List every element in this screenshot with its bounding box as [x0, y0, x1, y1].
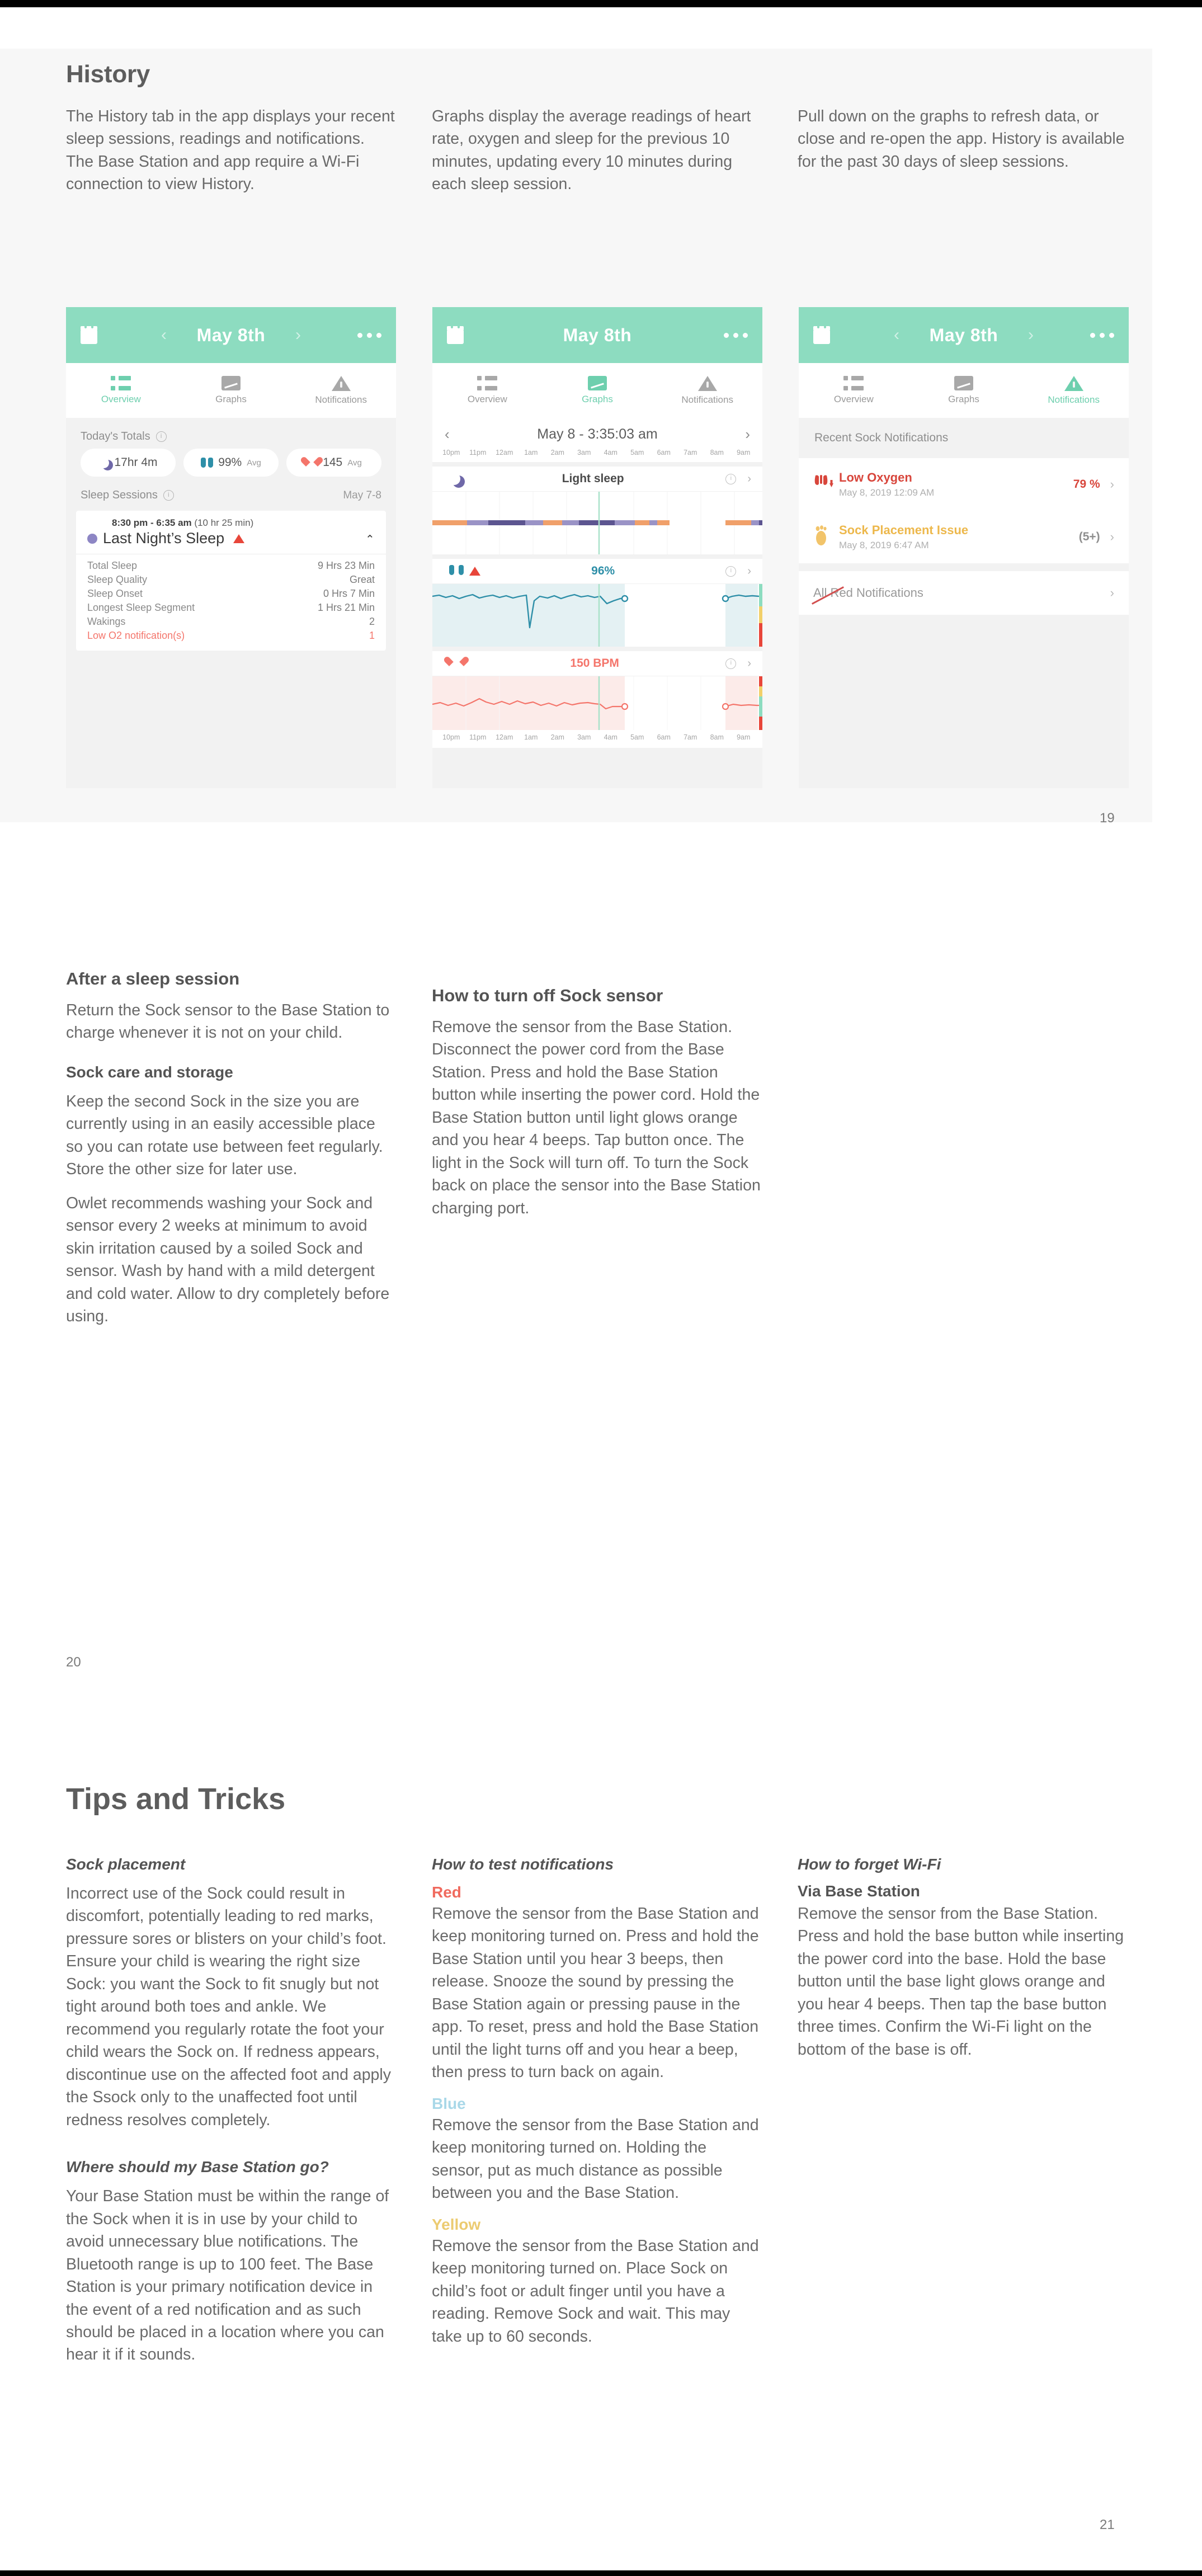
lungs-down-icon: [813, 473, 837, 493]
prev-graph-icon[interactable]: ‹: [445, 426, 450, 442]
row-key: Total Sleep: [87, 560, 138, 571]
bottom-black-bar: [0, 2570, 1202, 2576]
overview-icon: [477, 376, 497, 390]
blue-label: Blue: [432, 2094, 466, 2112]
session-time-range: 8:30 pm - 6:35 am: [112, 517, 192, 528]
heartrate-graph-row[interactable]: [432, 651, 762, 730]
tab-label: Overview: [467, 394, 507, 404]
app-date-title: May 8th: [929, 324, 998, 345]
axis-tick: 6am: [657, 449, 671, 456]
section-heading: How to forget Wi-Fi: [798, 1856, 941, 1873]
axis-tick: 12am: [496, 449, 513, 456]
total-oxygen-pill[interactable]: [183, 449, 279, 477]
warning-triangle-icon: [1064, 376, 1083, 391]
chevron-right-icon[interactable]: ›: [1110, 530, 1114, 544]
app-tabbar: [66, 363, 396, 418]
next-day-icon[interactable]: ›: [295, 326, 301, 344]
table-row: [76, 559, 386, 573]
row-key: Longest Sleep Segment: [87, 602, 195, 613]
table-row: [76, 601, 386, 615]
row-value: 0 Hrs 7 Min: [323, 588, 375, 599]
notifications-list: [799, 458, 1129, 563]
axis-tick: 2am: [550, 449, 564, 456]
overview-icon: [843, 376, 864, 390]
tab-label: Graphs: [215, 394, 247, 404]
heartrate-value: 150 BPM: [570, 657, 619, 670]
tab-label: Notifications: [315, 394, 367, 405]
more-options-icon[interactable]: [357, 333, 381, 338]
next-day-icon[interactable]: ›: [1028, 326, 1034, 344]
paragraph: Remove the sensor from the Base Station and keep monitoring turned on. Holding the sensor, put as much distance as possible between you and the Base Station.: [432, 2116, 759, 2202]
info-icon[interactable]: i: [163, 490, 174, 501]
section-subheading: Sock care and storage: [66, 1063, 233, 1081]
prev-day-icon[interactable]: ‹: [894, 326, 899, 344]
more-options-icon[interactable]: [724, 333, 748, 338]
session-title: Last Night’s Sleep: [103, 530, 225, 547]
footprint-icon: [813, 525, 837, 547]
column-2: [432, 105, 762, 207]
tab-label: Overview: [833, 394, 874, 404]
recent-notifications-header: Recent Sock Notifications: [799, 418, 1129, 458]
oxygen-graph-header: [432, 559, 762, 583]
sock-placement-icon: [813, 525, 839, 549]
session-title-row: [76, 529, 386, 547]
app-screenshot-notifications: [799, 307, 1129, 788]
axis-tick: 4am: [604, 449, 618, 456]
prev-day-icon[interactable]: ‹: [161, 326, 167, 344]
section-label: Today's Totals: [81, 430, 150, 442]
pill-value: 145: [323, 456, 343, 469]
section-heading: How to turn off Sock sensor: [432, 986, 663, 1005]
sleep-sessions-header: [66, 477, 396, 505]
page-19-columns: [66, 105, 1129, 207]
app-screenshot-graphs: [432, 307, 762, 788]
list-item[interactable]: [799, 511, 1129, 563]
sleep-hypnogram-svg: [432, 492, 762, 554]
axis-tick: 10pm: [442, 733, 460, 741]
graphs-icon: [221, 376, 241, 390]
overview-icon: [111, 376, 131, 390]
app-header: [432, 307, 762, 363]
axis-tick: 1am: [524, 449, 538, 456]
axis-tick: 8am: [710, 733, 724, 741]
table-row: [76, 573, 386, 587]
axis-tick: 1am: [524, 733, 538, 741]
page-20-content: [66, 969, 1129, 1339]
paragraph: Pull down on the graphs to refresh data, or close and re-open the app. History is available for the past 30 days of sleep sessions.: [798, 107, 1125, 171]
heart-icon: [449, 657, 464, 670]
low-oxygen-icon: [813, 473, 839, 496]
axis-tick: 10pm: [442, 449, 460, 456]
app-header: [799, 307, 1129, 363]
column-1: [66, 105, 396, 207]
moon-icon: [98, 458, 109, 468]
next-graph-icon[interactable]: ›: [745, 426, 750, 442]
page-21-content: [66, 1782, 1129, 2377]
paragraph: Remove the sensor from the Base Station and keep monitoring turned on. Place Sock on child’s foot or adult finger until you have a reading. Remove Sock and wait. This may take up to 60 seconds.: [432, 2236, 759, 2346]
row-value: 2: [369, 616, 375, 627]
axis-tick: 6am: [657, 733, 671, 741]
chevron-up-icon[interactable]: ⌄: [365, 532, 375, 544]
overview-body: [66, 418, 396, 788]
session-time: [76, 517, 386, 529]
page-title: History: [66, 60, 150, 88]
oxygen-graph-row[interactable]: [432, 559, 762, 647]
warning-triangle-icon: [332, 376, 351, 391]
lungs-icon: [201, 458, 213, 468]
axis-tick: 3am: [577, 733, 591, 741]
more-options-icon[interactable]: [1090, 333, 1114, 338]
notification-value: (5+): [1078, 530, 1100, 543]
axis-tick: 5am: [630, 449, 644, 456]
column-3: [798, 105, 1128, 207]
section-heading: Where should my Base Station go?: [66, 2158, 329, 2176]
chevron-right-icon[interactable]: ›: [1110, 586, 1114, 600]
todays-totals-header: [66, 418, 396, 446]
graphs-icon: [588, 376, 607, 390]
alert-triangle-icon: [469, 567, 480, 576]
row-value: 1: [369, 630, 375, 641]
app-date-title: May 8th: [563, 324, 632, 345]
page-number: 20: [66, 1655, 81, 1670]
axis-tick: 11pm: [469, 449, 487, 456]
axis-tick: 8am: [710, 449, 724, 456]
row-value: Great: [349, 574, 375, 585]
app-tabbar: [432, 363, 762, 418]
column-3: [798, 1856, 1128, 2377]
all-red-notifications-row[interactable]: [799, 571, 1129, 615]
tab-graphs[interactable]: [176, 363, 286, 418]
app-screenshots: [66, 307, 1129, 788]
heartrate-plot: [432, 676, 762, 730]
row-value: 9 Hrs 23 Min: [317, 560, 375, 571]
info-icon[interactable]: i: [725, 474, 736, 484]
tab-graphs[interactable]: [909, 363, 1019, 418]
tab-label: Graphs: [948, 394, 979, 404]
sleep-hypnogram-plot: [432, 491, 762, 554]
row-key: Sleep Quality: [87, 574, 148, 585]
sleep-session-card[interactable]: [76, 511, 386, 651]
paragraph: Keep the second Sock in the size you are currently using in an easily accessible place so you can rotate use between feet regularly. Store the other size for later use.: [66, 1092, 383, 1179]
tab-graphs[interactable]: [543, 363, 653, 418]
axis-tick: 9am: [737, 449, 751, 456]
heartrate-plot-svg: [432, 676, 762, 730]
page-21-columns: [66, 1856, 1129, 2377]
total-heartrate-pill[interactable]: [286, 449, 381, 477]
axis-tick: 9am: [737, 733, 751, 741]
axis-tick: 2am: [550, 733, 564, 741]
tab-overview[interactable]: [799, 363, 909, 418]
notification-title: Low Oxygen: [839, 470, 912, 484]
yellow-label: Yellow: [432, 2215, 481, 2233]
total-sleep-pill[interactable]: [81, 449, 176, 477]
tab-notifications[interactable]: [1019, 363, 1129, 418]
sessions-date-range: May 7-8: [343, 489, 381, 501]
sleep-graph-header: [432, 467, 762, 491]
column-3: [798, 969, 1128, 1339]
paragraph: Remove the sensor from the Base Station and keep monitoring turned on. Press and hold the Base Station until you hear 3 beeps, then release. Snooze the sound by pressing the Base Station again or pressing pause in the app. To reset, press and hold the Base Station until the light turns off and you hear a beep, then press to turn back on again.: [432, 1905, 759, 2081]
pill-unit: Avg: [247, 458, 261, 468]
paragraph: Graphs display the average readings of heart rate, oxygen and sleep for the previous 10 minutes, updating every 10 minutes during each sleep session.: [432, 107, 751, 194]
axis-tick: 11pm: [469, 733, 487, 741]
notification-time: May 8, 2019 6:47 AM: [839, 540, 929, 550]
chevron-right-icon[interactable]: ›: [747, 564, 751, 577]
row-value: 1 Hrs 21 Min: [317, 602, 375, 613]
section-subheading: Via Base Station: [798, 1882, 920, 1900]
page-number: 19: [1100, 811, 1115, 826]
row-key: Low O2 notification(s): [87, 630, 185, 641]
paragraph: The History tab in the app displays your recent sleep sessions, readings and notifications. The Base Station and app require a Wi-Fi connection to view History.: [66, 107, 395, 194]
red-label: Red: [432, 1883, 461, 1901]
moon-icon: [448, 473, 460, 485]
all-red-notifications-label: [813, 586, 1110, 600]
notification-text: [839, 470, 1073, 498]
notification-text: [839, 523, 1079, 551]
notification-title: Sock Placement Issue: [839, 523, 969, 537]
paragraph: Incorrect use of the Sock could result in discomfort, potentially leading to red marks, pressure sores or blisters on your child’s foot. Ensure your child is wearing the right size Sock: you want the Sock to fit snugly but not tight around both toes and ankle. We recommend you regularly rotate the foot your child wears the Sock on. If redness appears, discontinue use on the affected foot and apply the Ssock only to the unaffected foot until redness resolves completely.: [66, 1885, 391, 2129]
tab-notifications[interactable]: [652, 363, 762, 418]
sleep-state-value: Light sleep: [562, 472, 624, 485]
app-screenshot-overview: [66, 307, 396, 788]
page-19-content: [66, 60, 1129, 207]
info-icon[interactable]: i: [725, 566, 736, 577]
top-black-bar: [0, 0, 1202, 7]
pill-value: 99%: [218, 456, 242, 469]
axis-tick: 3am: [577, 449, 591, 456]
tab-overview[interactable]: [66, 363, 176, 418]
pill-value: 17hr 4m: [114, 456, 158, 469]
info-icon[interactable]: i: [156, 431, 167, 442]
graph-timestamp: May 8 - 3:35:03 am: [537, 426, 658, 442]
column-2: [432, 969, 762, 1339]
paragraph: Remove the sensor from the Base Station. Press and hold the base button while inserting the power cord into the base. Hold the base button until the base light glows orange and you hear 4 beeps. Then tap the base button three times. Confirm the Wi-Fi light on the bottom of the base is off.: [798, 1905, 1124, 2059]
notifications-body: [799, 418, 1129, 788]
list-item[interactable]: [799, 458, 1129, 511]
alert-triangle-icon: [233, 534, 244, 543]
chevron-right-icon[interactable]: ›: [747, 472, 751, 485]
info-icon[interactable]: i: [725, 658, 736, 669]
notification-time: May 8, 2019 12:09 AM: [839, 487, 935, 498]
row-key: Sleep Onset: [87, 588, 143, 599]
app-header: [66, 307, 396, 363]
axis-tick: 5am: [630, 733, 644, 741]
app-tabbar: [799, 363, 1129, 418]
section-label: Sleep Sessions: [81, 489, 158, 501]
axis-tick: 7am: [684, 733, 697, 741]
warning-triangle-icon: [698, 376, 717, 391]
graph-axis-top: [432, 446, 762, 462]
tab-label: Notifications: [681, 394, 733, 405]
row-key: Wakings: [87, 616, 126, 627]
column-2: [432, 1856, 762, 2377]
axis-tick: 4am: [604, 733, 618, 741]
graph-axis-bottom: [432, 730, 762, 748]
axis-tick: 12am: [496, 733, 513, 741]
app-date-title: May 8th: [196, 324, 266, 345]
section-heading: How to test notifications: [432, 1856, 614, 1873]
tab-label: Overview: [101, 394, 141, 404]
sleep-dot-icon: [87, 534, 97, 544]
tab-label: Graphs: [582, 394, 613, 404]
session-duration: (10 hr 25 min): [194, 517, 254, 528]
page-title: Tips and Tricks: [66, 1782, 286, 1816]
notification-value: 79 %: [1073, 478, 1100, 491]
sleep-graph-row[interactable]: [432, 467, 762, 554]
totals-pills: [66, 446, 396, 477]
oxygen-plot: [432, 583, 762, 647]
oxygen-value: 96%: [591, 564, 615, 577]
paragraph: Remove the sensor from the Base Station. Disconnect the power cord from the Base Station. Press and hold the Base Station button while inserting the power cord. Hold the Base Station button until light glows orange and you hear 4 beeps. Tap button once. The light in the Sock will turn off. To turn the Sock back on place the sensor into the Base Station charging port.: [432, 1018, 761, 1217]
tab-label: Notifications: [1048, 394, 1100, 405]
axis-tick: 7am: [684, 449, 697, 456]
tab-notifications[interactable]: [286, 363, 396, 418]
chevron-right-icon[interactable]: ›: [747, 657, 751, 670]
column-1: [66, 1856, 396, 2377]
section-heading: Sock placement: [66, 1856, 186, 1873]
lungs-icon: [449, 565, 464, 577]
tab-overview[interactable]: [432, 363, 543, 418]
graph-timestamp-nav: [432, 418, 762, 446]
table-row: [76, 615, 386, 629]
oxygen-plot-svg: [432, 584, 762, 647]
section-heading: After a sleep session: [66, 969, 240, 988]
heartrate-graph-header: [432, 651, 762, 676]
all-red-label-text: All Red Notifications: [813, 586, 923, 600]
heart-icon: [306, 458, 318, 468]
column-1: [66, 969, 396, 1339]
paragraph: Return the Sock sensor to the Base Station to charge whenever it is not on your child.: [66, 1001, 390, 1042]
page-number: 21: [1100, 2517, 1115, 2532]
graphs-body: [432, 418, 762, 788]
paragraph: Owlet recommends washing your Sock and sensor every 2 weeks at minimum to avoid skin irritation caused by a soiled Sock and sensor. Wash by hand with a mild detergent and cold water. Allow to dry completely before using.: [66, 1194, 390, 1326]
paragraph: Your Base Station must be within the range of the Sock when it is in use by your child to avoid unnecessary blue notifications. The Bluetooth range is up to 100 feet. The Base Station is your primary notification device in the event of a red notification and as such should be placed in a location where you can hear it if it sounds.: [66, 2187, 389, 2364]
chevron-right-icon[interactable]: ›: [1110, 477, 1114, 491]
table-row: [76, 629, 386, 643]
table-row: [76, 587, 386, 601]
page-20-columns: [66, 969, 1129, 1339]
graphs-icon: [954, 376, 973, 390]
pill-unit: Avg: [347, 458, 362, 468]
